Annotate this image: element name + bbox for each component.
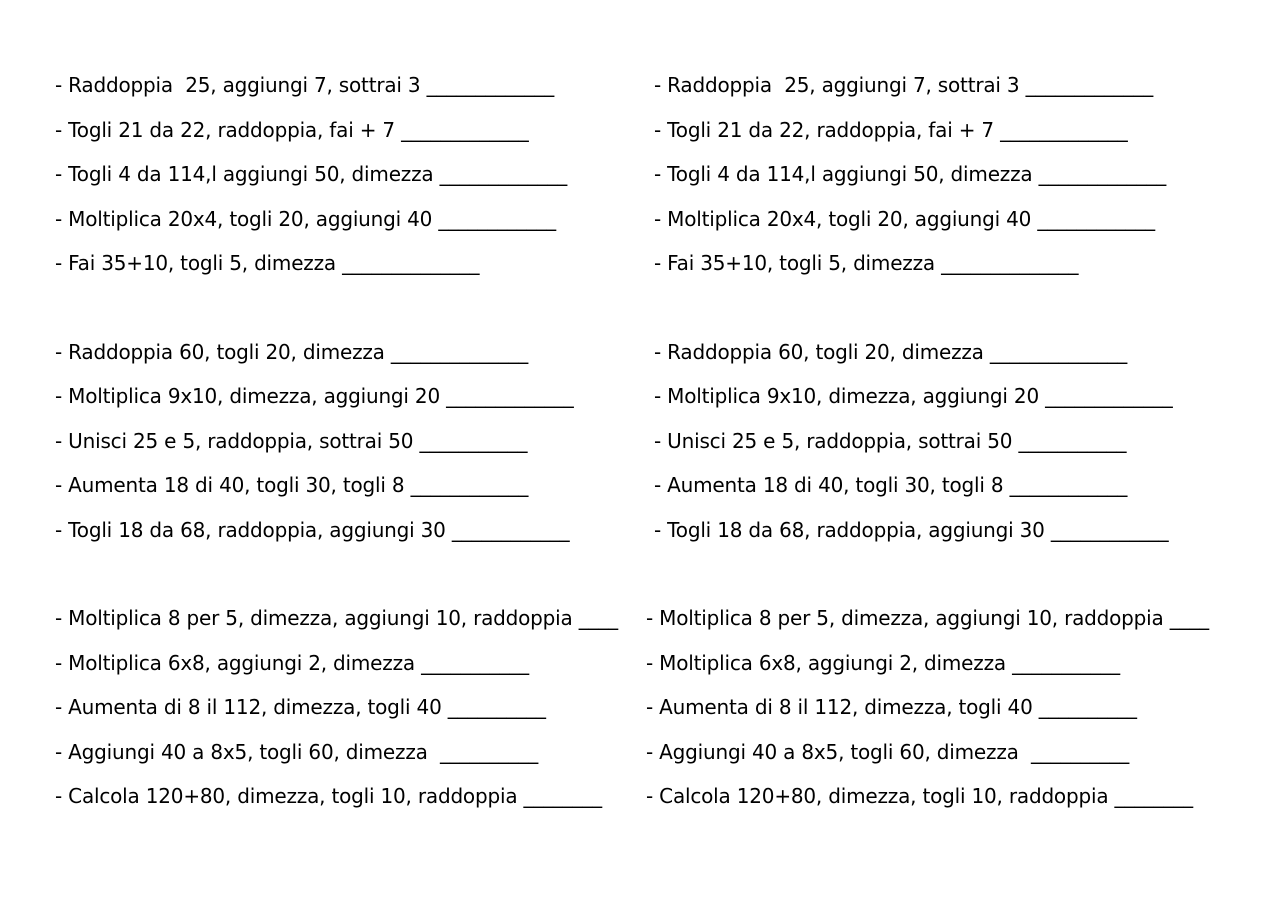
exercise-line: - Aumenta di 8 il 112, dimezza, togli 40 __________ — [646, 695, 1137, 719]
exercise-line: - Togli 4 da 114,l aggiungi 50, dimezza _____________ — [55, 162, 568, 186]
exercise-group-2 — [654, 333, 1209, 556]
exercise-line: - Moltiplica 9x10, dimezza, aggiungi 20 _____________ — [55, 384, 574, 408]
exercise-line: - Moltiplica 6x8, aggiungi 2, dimezza ___________ — [646, 650, 1120, 675]
exercise-group-3 — [55, 599, 618, 822]
exercise-group-2 — [55, 333, 618, 556]
exercise-line: - Raddoppia 60, togli 20, dimezza ______________ — [55, 339, 529, 364]
exercise-line: - Togli 21 da 22, raddoppia, fai + 7 _____________ — [654, 117, 1128, 142]
exercise-line: - Togli 18 da 68, raddoppia, aggiungi 30 ____________ — [55, 517, 570, 542]
exercise-line: - Calcola 120+80, dimezza, togli 10, raddoppia ________ — [646, 784, 1193, 808]
exercise-line: - Unisci 25 e 5, raddoppia, sottrai 50 ___________ — [55, 428, 528, 453]
exercise-line: - Moltiplica 9x10, dimezza, aggiungi 20 _____________ — [654, 384, 1173, 408]
exercise-line: - Moltiplica 8 per 5, dimezza, aggiungi 10, raddoppia ____ — [55, 606, 618, 630]
exercise-group-3 — [646, 599, 1209, 822]
exercise-line: - Togli 18 da 68, raddoppia, aggiungi 30 ____________ — [654, 517, 1169, 542]
exercise-line: - Moltiplica 20x4, togli 20, aggiungi 40 ____________ — [55, 206, 556, 231]
exercise-line: - Raddoppia 25, aggiungi 7, sottrai 3 _____________ — [55, 73, 555, 97]
exercise-group-1 — [55, 66, 618, 289]
exercise-line: - Aggiungi 40 a 8x5, togli 60, dimezza __________ — [646, 739, 1129, 764]
exercise-line: - Moltiplica 6x8, aggiungi 2, dimezza ___________ — [55, 650, 529, 675]
exercise-line: - Unisci 25 e 5, raddoppia, sottrai 50 ___________ — [654, 428, 1127, 453]
exercise-line: - Fai 35+10, togli 5, dimezza ______________ — [55, 251, 480, 275]
exercise-group-1 — [654, 66, 1209, 289]
exercise-line: - Togli 21 da 22, raddoppia, fai + 7 _____________ — [55, 117, 529, 142]
exercise-line: - Moltiplica 20x4, togli 20, aggiungi 40 ____________ — [654, 206, 1155, 231]
exercise-line: - Aumenta di 8 il 112, dimezza, togli 40 __________ — [55, 695, 546, 719]
worksheet-column-right — [646, 66, 1209, 866]
exercise-line: - Aumenta 18 di 40, togli 30, togli 8 ____________ — [654, 473, 1128, 497]
worksheet-column-left — [55, 66, 618, 866]
exercise-line: - Calcola 120+80, dimezza, togli 10, raddoppia ________ — [55, 784, 602, 808]
exercise-line: - Moltiplica 8 per 5, dimezza, aggiungi 10, raddoppia ____ — [646, 606, 1209, 630]
exercise-line: - Togli 4 da 114,l aggiungi 50, dimezza _____________ — [654, 162, 1167, 186]
exercise-line: - Aggiungi 40 a 8x5, togli 60, dimezza __________ — [55, 739, 538, 764]
exercise-line: - Raddoppia 60, togli 20, dimezza ______________ — [654, 339, 1128, 364]
exercise-line: - Fai 35+10, togli 5, dimezza ______________ — [654, 251, 1079, 275]
exercise-line: - Aumenta 18 di 40, togli 30, togli 8 ____________ — [55, 473, 529, 497]
exercise-line: - Raddoppia 25, aggiungi 7, sottrai 3 _____________ — [654, 73, 1154, 97]
